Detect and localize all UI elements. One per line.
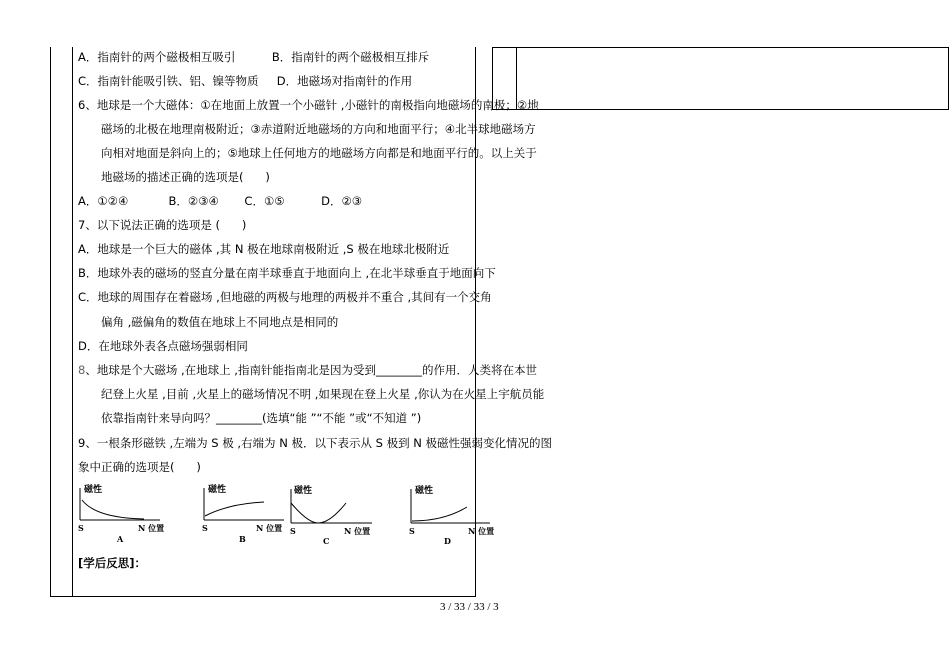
q5-options-ab: A．指南针的两个磁极相互吸引 B．指南针的两个磁极相互排斥 — [78, 50, 430, 64]
graph-d-s-label: S — [409, 526, 415, 536]
graph-b-option-label: B — [239, 534, 246, 544]
q7-stem: 7、以下说法正确的选项是 ( ) — [78, 218, 247, 232]
side-box-top — [492, 47, 949, 48]
graph-c-y-label: 磁性 — [294, 486, 313, 496]
graph-c-n-label: N 位置 — [344, 526, 371, 536]
reflection-heading: [学后反思]： — [78, 556, 147, 570]
q7-option-a: A．地球是一个巨大的磁体 ,其 N 极在地球南极附近 ,S 极在地球北极附近 — [78, 242, 450, 256]
q5-options-cd: C．指南针能吸引铁、铝、镍等物质 D．地磁场对指南针的作用 — [78, 74, 413, 88]
q8-stem-line-1-text: 、地球是个大磁场 ,在地球上 ,指南针能指南北是因为受到________的作用．人类将在本世 — [85, 363, 537, 377]
q7-option-d: D．在地球外表各点磁场强弱相同 — [78, 339, 248, 353]
graph-d-n-label: N 位置 — [468, 526, 495, 536]
graph-option-d — [404, 483, 504, 549]
q9-stem-line-1: 9、一根条形磁铁 ,左端为 S 极 ,右端为 N 极．以下表示从 S 极到 N 极磁性强弱变化情况的图 — [78, 436, 552, 450]
graph-option-b — [198, 480, 298, 546]
graph-b-curve — [205, 502, 264, 516]
graph-b-n-label: N 位置 — [256, 523, 283, 533]
graph-d-y-label: 磁性 — [415, 486, 434, 496]
q7-option-c-line-2: 偏角 ,磁偏角的数值在地球上不同地点是相同的 — [101, 315, 339, 329]
graph-c-s-label: S — [290, 526, 296, 536]
table-border-left-outer — [50, 47, 51, 597]
graph-b-y-label: 磁性 — [208, 485, 227, 495]
graph-option-c — [286, 483, 386, 549]
q8-stem-line-3: 依靠指南针来导向吗？________(选填“能 ”“不能 ”或“不知道 ”) — [101, 411, 422, 425]
graph-c-curve — [291, 503, 346, 523]
q8-number: 8 — [78, 363, 86, 377]
graph-a-s-label: S — [78, 523, 84, 533]
q6-stem-line-2: 磁场的北极在地理南极附近；③赤道附近地磁场的方向和地面平行；④北半球地磁场方 — [101, 122, 536, 136]
q9-stem-line-2: 象中正确的选项是( ) — [78, 460, 201, 474]
q6-stem-line-3: 向相对地面是斜向上的；⑤地球上任何地方的地磁场方向都是和地面平行的。以上关于 — [101, 146, 537, 160]
graph-a-option-label: A — [117, 534, 124, 544]
q6-stem-line-1: 6、地球是一个大磁体：①在地面上放置一个小磁针 ,小磁针的南极指向地磁场的南极；②地 — [78, 98, 539, 112]
q8-stem-line-2: 纪登上火星 ,目前 ,火星上的磁场情况不明 ,如果现在登上火星 ,你认为在火星上宇航员能 — [101, 387, 545, 401]
graph-d-option-label: D — [444, 536, 451, 546]
graph-b-s-label: S — [202, 523, 208, 533]
graph-a-curve — [82, 500, 144, 519]
side-box-right — [948, 47, 949, 110]
q7-option-c-line-1: C．地球的周围存在着磁场 ,但地磁的两极与地理的两极并不重合 ,其间有一个交角 — [78, 290, 492, 304]
graph-a-y-label: 磁性 — [84, 485, 103, 495]
page-number-footer: 3 / 33 / 33 / 3 — [440, 601, 499, 613]
side-box-bottom — [492, 109, 949, 110]
graph-d-curve — [412, 507, 467, 521]
q6-options: A．①②④ B．②③④ C．①⑤ D．②③ — [78, 194, 363, 208]
q8-stem-line-1 — [78, 363, 537, 377]
graph-a-n-label: N 位置 — [138, 523, 165, 533]
table-border-left-inner — [72, 47, 73, 597]
q7-option-b: B．地球外表的磁场的竖直分量在南半球垂直于地面向上 ,在北半球垂直于地面向下 — [78, 266, 496, 280]
table-border-bottom — [50, 596, 476, 597]
q6-stem-line-4: 地磁场的描述正确的选项是( ) — [101, 170, 270, 184]
graph-option-a — [74, 480, 174, 546]
graph-c-option-label: C — [323, 536, 330, 546]
